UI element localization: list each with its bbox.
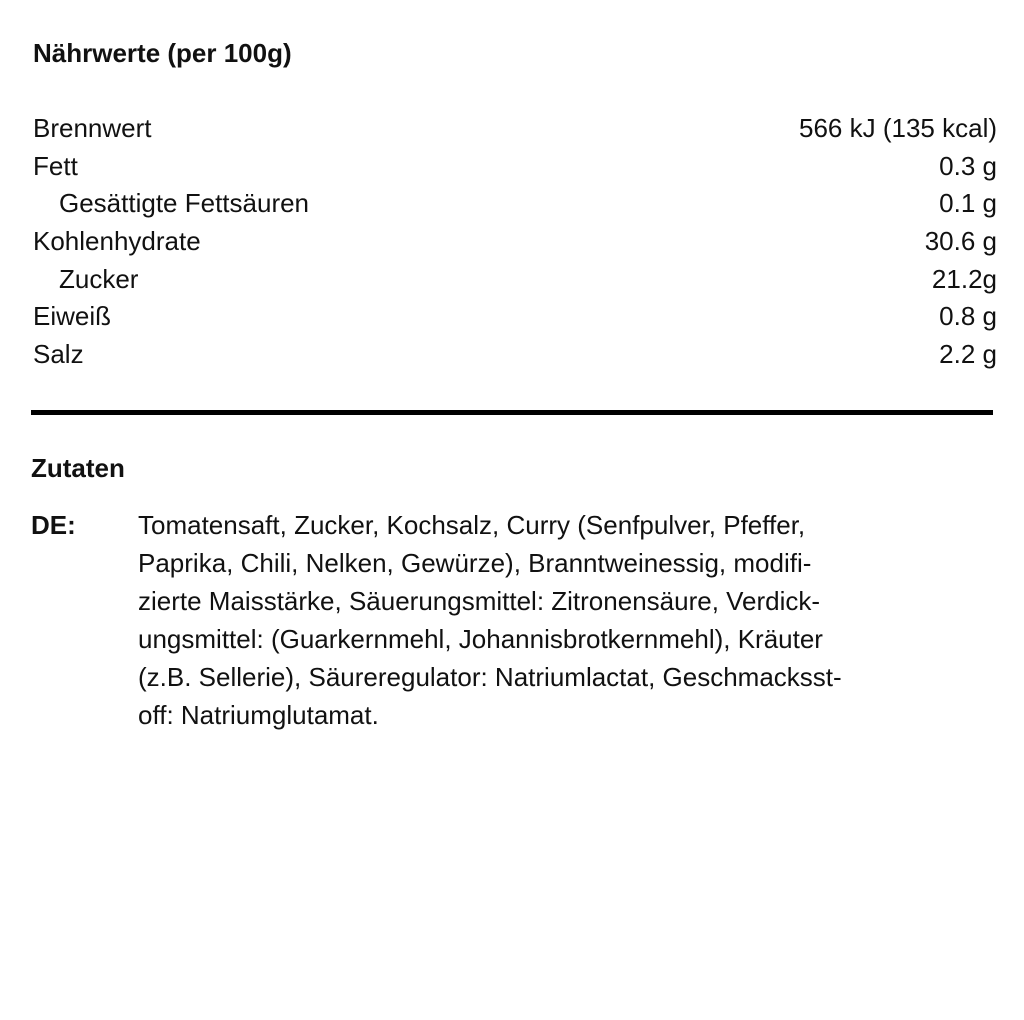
ingredients-line: (z.B. Sellerie), Säureregulator: Natriumlactat, Geschmacksst- (138, 662, 842, 692)
ingredients-line: off: Natriumglutamat. (138, 700, 379, 730)
nutrition-row-fat (33, 148, 997, 186)
nutrition-row-sugar (33, 261, 997, 299)
ingredients-text (138, 506, 993, 734)
nutrient-value: 0.1 g (939, 188, 997, 219)
nutrient-value: 0.8 g (939, 301, 997, 332)
nutrition-heading: Nährwerte (per 100g) (33, 38, 292, 68)
nutrient-label: Zucker (59, 263, 139, 294)
ingredients-line: ungsmittel: (Guarkernmehl, Johannisbrotkernmehl), Kräuter (138, 624, 823, 654)
ingredients-line: Paprika, Chili, Nelken, Gewürze), Branntweinessig, modifi- (138, 548, 812, 578)
nutrient-label: Eiweiß (33, 301, 112, 332)
nutrient-label: Gesättigte Fettsäuren (59, 188, 310, 219)
nutrient-label: Fett (33, 150, 78, 181)
nutrient-label: Salz (33, 339, 84, 370)
nutrient-label: Kohlenhydrate (33, 226, 201, 257)
nutrient-value: 0.3 g (939, 150, 997, 181)
ingredients-line: Tomatensaft, Zucker, Kochsalz, Curry (Senfpulver, Pfeffer, (138, 510, 806, 540)
nutrient-value: 2.2 g (939, 339, 997, 370)
nutrition-row-protein (33, 298, 997, 336)
ingredients-heading: Zutaten (31, 453, 125, 483)
nutrient-value: 30.6 g (924, 226, 997, 257)
section-divider (31, 410, 993, 415)
nutrient-value: 566 kJ (135 kcal) (799, 113, 997, 143)
nutrition-row-energy (33, 110, 997, 148)
nutrition-row-carbohydrates (33, 223, 997, 261)
nutrition-table (33, 110, 997, 374)
ingredients-line: zierte Maisstärke, Säuerungsmittel: Zitronensäure, Verdick- (138, 586, 821, 616)
nutrient-label: Brennwert (33, 113, 152, 143)
nutrition-row-salt (33, 336, 997, 374)
language-code: DE: (31, 510, 76, 540)
ingredients-block (31, 506, 993, 734)
nutrition-row-saturated-fat (33, 185, 997, 223)
nutrient-value: 21.2g (931, 263, 997, 294)
